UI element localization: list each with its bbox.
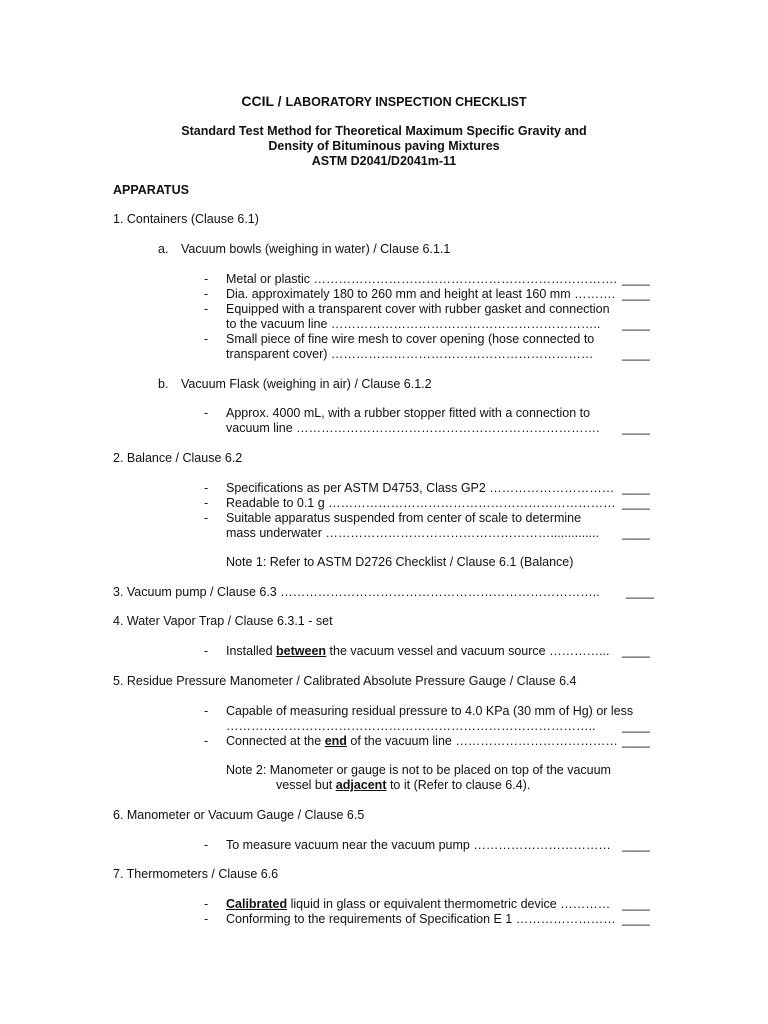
checklist-item-cont: …………………………………………………………………………….. (226, 719, 596, 733)
checklist-item: Specifications as per ASTM D4753, Class GP2 ………………………… (226, 481, 615, 495)
section-1-title: 1. Containers (Clause 6.1) (113, 212, 259, 226)
checklist-item-cont: to the vacuum line ……………………………………………………….. (226, 317, 601, 331)
note-1: Note 1: Refer to ASTM D2726 Checklist / Clause 6.1 (Balance) (226, 555, 574, 569)
checkbox-blank[interactable]: ____ (622, 496, 650, 510)
bullet-dash: - (204, 734, 209, 748)
checkbox-blank[interactable]: ____ (622, 526, 650, 540)
checklist-item: Connected at the end of the vacuum line ………………………………… (226, 734, 618, 748)
subsection-a-title: Vacuum bowls (weighing in water) / Clause 6.1.1 (181, 242, 451, 256)
note-2-cont: vessel but adjacent to it (Refer to clause 6.4). (276, 778, 531, 792)
checklist-item-cont: transparent cover) ……………………………………………………… (226, 347, 594, 361)
checklist-item: Small piece of fine wire mesh to cover opening (hose connected to (226, 332, 595, 346)
bullet-dash: - (204, 272, 209, 286)
bullet-dash: - (204, 332, 209, 346)
bullet-dash: - (204, 704, 209, 718)
section-heading-apparatus: APPARATUS (113, 183, 189, 197)
checkbox-blank[interactable]: ____ (622, 421, 650, 435)
section-6-title: 6. Manometer or Vacuum Gauge / Clause 6.5 (113, 808, 365, 822)
subsection-b-title: Vacuum Flask (weighing in air) / Clause 6.1.2 (181, 377, 432, 391)
standard-title-line2: Density of Bituminous paving Mixtures (268, 139, 500, 153)
checkbox-blank[interactable]: ____ (622, 897, 650, 911)
emphasis-adjacent: adjacent (335, 778, 387, 792)
checklist-item: Readable to 0.1 g …………………………………………………………… (226, 496, 616, 510)
subsection-a-letter: a. (158, 242, 169, 256)
bullet-dash: - (204, 406, 209, 420)
bullet-dash: - (204, 912, 209, 926)
section-3-title: 3. Vacuum pump / Clause 6.3 ………………………………………………………………….. (113, 585, 600, 599)
section-7-title: 7. Thermometers / Clause 6.6 (113, 867, 279, 881)
checklist-item: Approx. 4000 mL, with a rubber stopper fitted with a connection to (226, 406, 591, 420)
bullet-dash: - (204, 287, 209, 301)
checkbox-blank[interactable]: ____ (622, 272, 650, 286)
section-5-title: 5. Residue Pressure Manometer / Calibrated Absolute Pressure Gauge / Clause 6.4 (113, 674, 577, 688)
emphasis-between: between (276, 644, 327, 658)
bullet-dash: - (204, 496, 209, 510)
checklist-item: Suitable apparatus suspended from center of scale to determine (226, 511, 582, 525)
checkbox-blank[interactable]: ____ (622, 287, 650, 301)
bullet-dash: - (204, 511, 209, 525)
document-title: CCIL / LABORATORY INSPECTION CHECKLIST (241, 93, 527, 109)
standard-code: ASTM D2041/D2041m-11 (311, 154, 457, 168)
bullet-dash: - (204, 302, 209, 316)
note-2: Note 2: Manometer or gauge is not to be placed on top of the vacuum (226, 763, 611, 777)
bullet-dash: - (204, 481, 209, 495)
checklist-item: Capable of measuring residual pressure to 4.0 KPa (30 mm of Hg) or less (226, 704, 634, 718)
checkbox-blank[interactable]: ____ (622, 912, 650, 926)
bullet-dash: - (204, 838, 209, 852)
checkbox-blank[interactable]: ____ (622, 317, 650, 331)
emphasis-calibrated: Calibrated (226, 897, 288, 911)
org-name: CCIL (241, 93, 274, 109)
checklist-item-cont: mass underwater ……………………………………………….............. (226, 526, 599, 540)
checklist-item-cont: vacuum line ………………………………………………………………. (226, 421, 600, 435)
checklist-item: Metal or plastic ………………………………………………………………. (226, 272, 618, 286)
checkbox-blank[interactable]: ____ (622, 481, 650, 495)
checkbox-blank[interactable]: ____ (622, 644, 650, 658)
checkbox-blank[interactable]: ____ (622, 838, 650, 852)
checklist-item: Installed between the vacuum vessel and vacuum source …………... (226, 644, 610, 658)
checklist-item: Dia. approximately 180 to 260 mm and height at least 160 mm ………. (226, 287, 616, 301)
checkbox-blank[interactable]: ____ (622, 719, 650, 733)
checklist-item: To measure vacuum near the vacuum pump …………………………… (226, 838, 611, 852)
emphasis-end: end (324, 734, 347, 748)
checkbox-blank[interactable]: ____ (622, 734, 650, 748)
checklist-title: LABORATORY INSPECTION CHECKLIST (285, 95, 527, 109)
subsection-b-letter: b. (158, 377, 169, 391)
bullet-dash: - (204, 897, 209, 911)
standard-title-line1: Standard Test Method for Theoretical Maximum Specific Gravity and (181, 124, 587, 138)
section-4-title: 4. Water Vapor Trap / Clause 6.3.1 - set (113, 614, 333, 628)
checklist-item: Equipped with a transparent cover with rubber gasket and connection (226, 302, 610, 316)
checklist-item: Conforming to the requirements of Specification E 1 …………………… (226, 912, 616, 926)
section-2-title: 2. Balance / Clause 6.2 (113, 451, 243, 465)
checkbox-blank[interactable]: ____ (622, 347, 650, 361)
checkbox-blank[interactable]: ____ (626, 585, 654, 599)
checklist-item: Calibrated liquid in glass or equivalent thermometric device ………… (226, 897, 611, 911)
bullet-dash: - (204, 644, 209, 658)
